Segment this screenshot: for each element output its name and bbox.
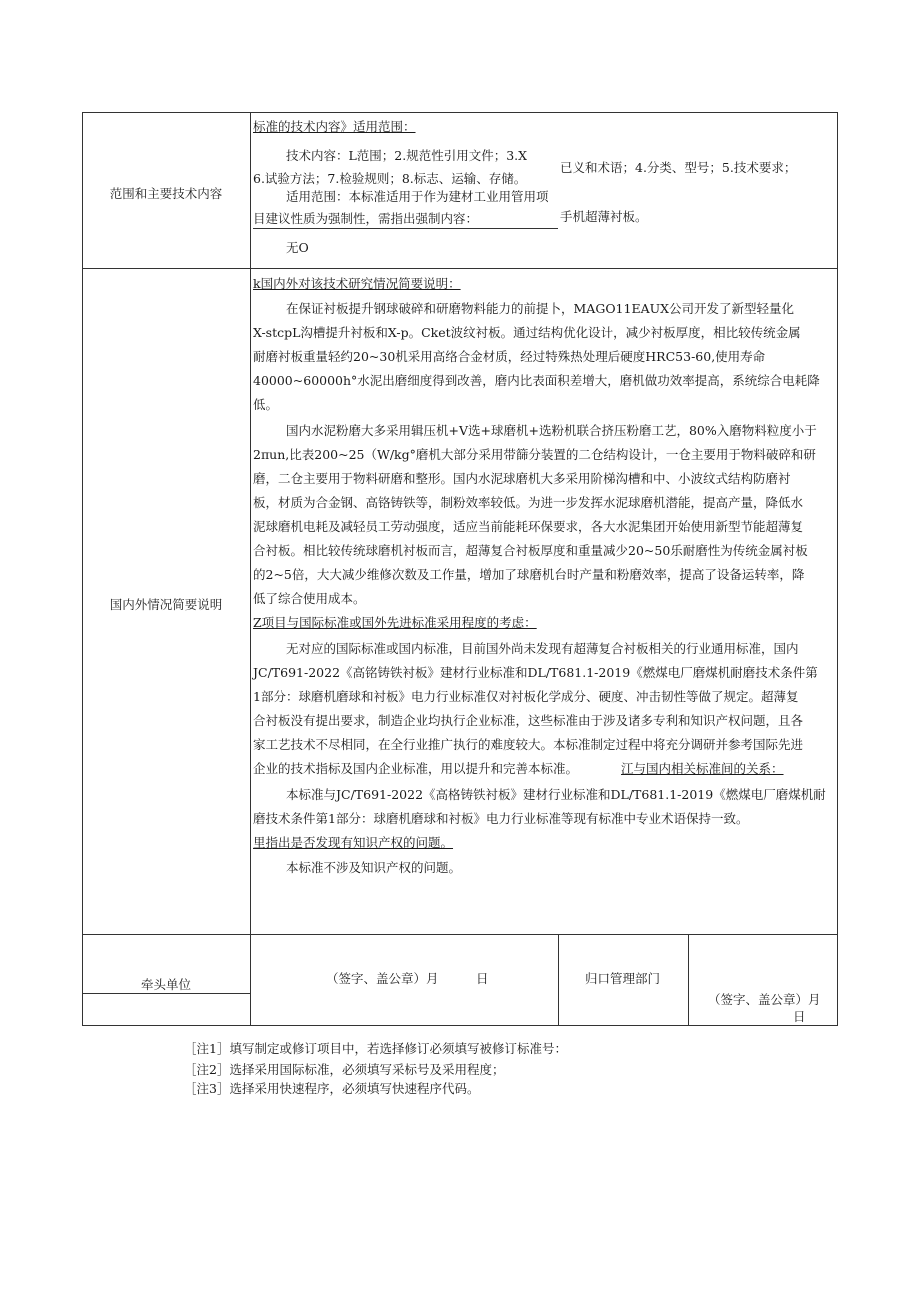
scope-none: 无O (286, 240, 309, 255)
domestic-p4-line: 本标准与JC/T691-2022《高格铸铁衬板》建材行业标准和DL/T681.1-2019《燃煤电厂磨煤机耐 (286, 787, 826, 802)
scope-range-line1: 适用范围：本标准适用于作为建材工业用管用项 (286, 189, 549, 204)
dept-signature-line2: 日 (793, 1009, 806, 1024)
domestic-heading-3: 江与国内相关标准间的关系： (621, 761, 784, 776)
domestic-p5: 本标准不涉及知识产权的问题。 (286, 860, 462, 875)
domestic-p3-line: 家工艺技术不尽相同，在全行业推广执行的难度较大。本标准制定过程中将充分调研并参考国际先进 (253, 737, 804, 752)
note-2: ［注2］选择采用国际标准，必须填写采标号及采用程度； (184, 1062, 505, 1077)
domestic-p2-line: 国内水泥粉磨大多采用辑压机+V选+球磨机+选粉机联合挤压粉磨工艺，80%入磨物料粒度小于 (286, 423, 817, 438)
domestic-p3-line: 企业的技术指标及国内企业标准，用以提升和完善本标准。 (253, 761, 579, 776)
domestic-heading-4: 里指出是否发现有知识产权的问题。 (253, 835, 454, 850)
domestic-p2-line: 合衬板。相比较传统球磨机衬板而言，超薄复合衬板厚度和重量减少20~50乐耐磨性为传统金属衬板 (253, 543, 808, 558)
row-divider-2 (82, 934, 838, 935)
domestic-p2-line: 低了综合使用成本。 (253, 591, 366, 606)
domestic-p1-line: X-stcpL沟槽提升衬板和X-p。Cket波纹衬板。通过结构优化设计，减少衬板厚度，相比较传统金属 (253, 325, 801, 340)
scope-range-underline (253, 228, 558, 229)
domestic-heading-1: k国内外对该技术研究情况简要说明： (253, 276, 461, 291)
footer-divider-a (558, 934, 559, 1026)
lead-unit-signature: （签字、盖公章）月 日 (326, 971, 489, 986)
domestic-p1-line: 在保证衬板提升钢球破碎和研磨物料能力的前提卜，MAGO11EAUX公司开发了新型轻量化 (286, 301, 795, 316)
domestic-p3-line: 1部分：球磨机磨球和衬板》电力行业标准仅对衬板化学成分、硬度、冲击韧性等做了规定。超薄复 (253, 689, 799, 704)
domestic-label: 国内外情况简要说明 (109, 597, 223, 612)
domestic-p2-line: 的2~5倍，大大减少维修次数及工作量，增加了球磨机台时产量和粉磨效率，提高了设备运转率，降 (253, 567, 805, 582)
note-3: ［注3］选择采用快速程序，必须填写快速程序代码。 (184, 1081, 480, 1096)
footer-left-underline (82, 993, 250, 994)
scope-tech-line1b: 已义和术语；4.分类、型号；5.技术要求； (560, 160, 797, 175)
scope-range-line2: 目建议性质为强制性，需指出强制内容： (253, 211, 479, 226)
domestic-p3-line: 无对应的国际标准或国内标准，目前国外尚未发现有超薄复合衬板相关的行业通用标准，国内 (286, 641, 799, 656)
footer-divider-b (688, 934, 689, 1026)
domestic-p2-line: 2πun,比表200~25（W/kg°磨机大部分采用带篩分装置的二仓结构设计，一仓主要用于物料破碎和研 (253, 447, 816, 462)
domestic-p3-line: JC/T691-2022《高铭铸铁衬板》建材行业标准和DL/T681.1-2019《燃煤电厂磨煤机耐磨技术条件第 (253, 665, 818, 680)
scope-tech-line2: 6.试验方法；7.检验规则；8.标志、运输、存储。 (253, 171, 527, 186)
domestic-p1-line: 40000~60000h°水泥出磨细度得到改善，磨内比表面积差增大，磨机做功效率提高，系统综合电耗降 (253, 373, 820, 388)
domestic-p1-line: 耐磨衬板重量轻约20~30机采用高络合金材质，经过特殊热处理后硬度HRC53-60,使用寿命 (253, 349, 766, 364)
lead-unit-label: 牵头单位 (140, 977, 191, 992)
domestic-p4-line: 磨技术条件第1部分：球磨机磨球和衬板》电力行业标准等现有标准中专业术语保持一致。 (253, 811, 749, 826)
domestic-p3-line: 合衬板没有提出要求，制造企业均执行企业标准，这些标准由于涉及诸多专利和知识产权问题，且各 (253, 713, 804, 728)
scope-heading: 标准的技术内容》适用范围： (253, 119, 416, 134)
domestic-p2-line: 板，材质为合金钢、高铬铸铁等，制粉效率较低。为进一步发挥水泥球磨机潜能，提高产量，降低水 (253, 495, 804, 510)
domestic-p2-line: 磨，二仓主要用于物料研磨和整形。国内水泥球磨机大多采用阶梯沟槽和中、小波纹式结构防磨衬 (253, 471, 791, 486)
scope-range-line1b: 手机超薄衬板。 (560, 209, 648, 224)
dept-signature-line1: （签字、盖公章）月 (708, 992, 821, 1007)
domestic-heading-2: Z项目与国际标准或国外先进标准采用程度的考虑： (253, 615, 537, 630)
dept-label: 归口管理部门 (585, 971, 661, 986)
domestic-p1-line: 低。 (253, 397, 279, 412)
domestic-p2-line: 泥球磨机电耗及减轻员工劳动强度，适应当前能耗环保要求，各大水泥集团开始使用新型节能超薄复 (253, 519, 804, 534)
scope-tech-line1: 技术内容：L范围；2.规范性引用文件；3.X (286, 148, 528, 163)
column-divider (250, 112, 251, 1026)
row-divider-1 (82, 268, 838, 269)
note-1: ［注1］填写制定或修订项目中，若选择修订必须填写被修订标准号： (184, 1041, 567, 1056)
scope-label: 范围和主要技术内容 (109, 186, 223, 201)
